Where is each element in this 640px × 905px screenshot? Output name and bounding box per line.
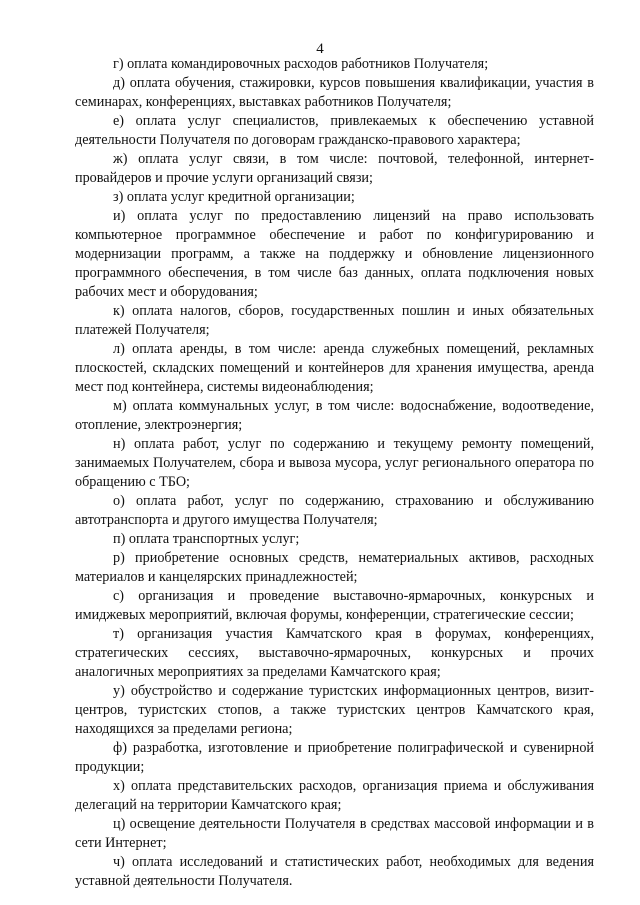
list-item: г) оплата командировочных расходов работников Получателя; bbox=[113, 56, 489, 72]
list-item: х) оплата представительских расходов, организация приема и обслуживания делегаций на территории Камчатского края; bbox=[75, 778, 594, 813]
list-item: м) оплата коммунальных услуг, в том числе: водоснабжение, водоотведение, отопление, электроэнергия; bbox=[75, 398, 594, 433]
list-item: ч) оплата исследований и статистических работ, необходимых для ведения уставной деятельности Получателя. bbox=[75, 854, 594, 889]
list-item: ц) освещение деятельности Получателя в средствах массовой информации и в сети Интернет; bbox=[75, 816, 594, 851]
list-item: ж) оплата услуг связи, в том числе: почтовой, телефонной, интернет-провайдеров и прочие услуги организаций связи; bbox=[75, 151, 594, 186]
list-item: у) обустройство и содержание туристских информационных центров, визит-центров, туристских стопов, а также туристских центров Камчатского края, находящихся за пределами региона; bbox=[75, 683, 594, 737]
list-item: р) приобретение основных средств, нематериальных активов, расходных материалов и канцелярских принадлежностей; bbox=[75, 550, 594, 585]
list-item: н) оплата работ, услуг по содержанию и текущему ремонту помещений, занимаемых Получателем, сбора и вывоза мусора, услуг регионального оператора по обращению с ТБО; bbox=[75, 436, 594, 490]
list-item: о) оплата работ, услуг по содержанию, страхованию и обслуживанию автотранспорта и другого имущества Получателя; bbox=[75, 493, 594, 528]
list-item: д) оплата обучения, стажировки, курсов повышения квалификации, участия в семинарах, конференциях, выставках работников Получателя; bbox=[75, 75, 594, 110]
list-item: к) оплата налогов, сборов, государственных пошлин и иных обязательных платежей Получателя; bbox=[75, 303, 594, 338]
list-item: ф) разработка, изготовление и приобретение полиграфической и сувенирной продукции; bbox=[75, 740, 594, 775]
list-item: т) организация участия Камчатского края в форумах, конференциях, стратегических сессиях, выставочно-ярмарочных, конкурсных и прочих аналогичных мероприятиях за пределами Камчатского края; bbox=[75, 626, 594, 680]
body-text bbox=[75, 55, 594, 891]
page-number: 4 bbox=[316, 41, 324, 57]
list-item: и) оплата услуг по предоставлению лицензий на право использовать компьютерное программное обеспечение и работ по конфигурированию и модернизации программ, а также на поддержку и обновление лицензионного программного обеспечения, в том числе баз данных, оплата подключения новых рабочих мест и оборудования; bbox=[75, 208, 594, 300]
list-item: п) оплата транспортных услуг; bbox=[113, 531, 300, 547]
list-item: л) оплата аренды, в том числе: аренда служебных помещений, рекламных плоскостей, складских помещений и контейнеров для хранения имущества, аренда мест под контейнера, системы видеонаблюдения; bbox=[75, 341, 594, 395]
list-item: с) организация и проведение выставочно-ярмарочных, конкурсных и имиджевых мероприятий, включая форумы, конференции, стратегические сессии; bbox=[75, 588, 594, 623]
list-item: з) оплата услуг кредитной организации; bbox=[113, 189, 355, 205]
list-item: е) оплата услуг специалистов, привлекаемых к обеспечению уставной деятельности Получателя по договорам гражданско-правового характера; bbox=[75, 113, 594, 148]
